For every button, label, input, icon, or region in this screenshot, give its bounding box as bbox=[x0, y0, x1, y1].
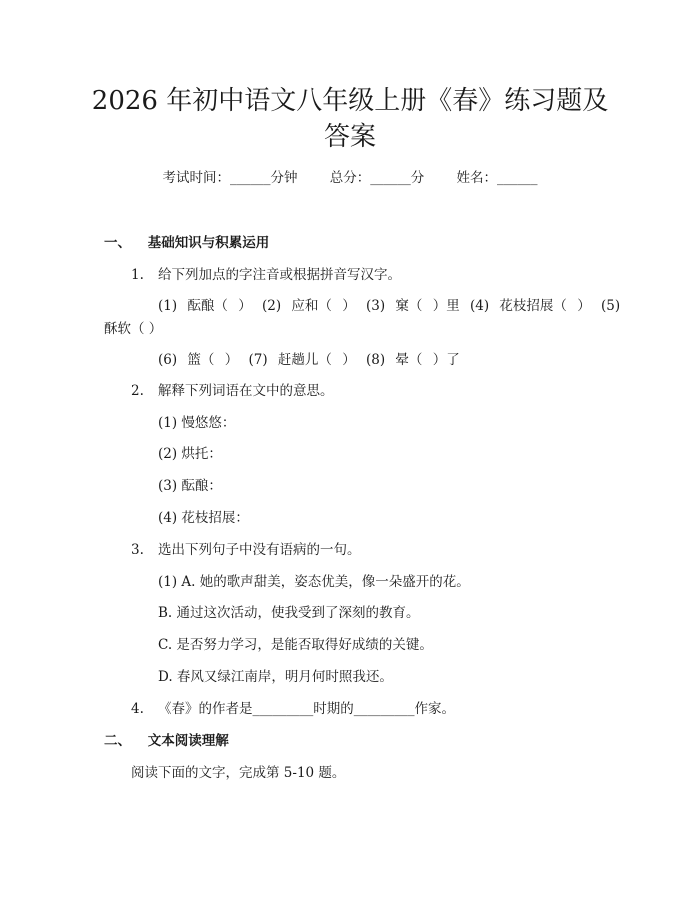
question-2-item: (1) 慢悠悠： bbox=[158, 415, 236, 431]
section-1-heading bbox=[104, 231, 269, 251]
question-2-item: (3) 酝酿： bbox=[158, 478, 222, 494]
question-3-option: C. 是否努力学习，是能否取得好成绩的关键。 bbox=[158, 637, 433, 653]
question-1-line-a: (1) 酝酿（ ） (2) 应和（ ） (3) 窠（ ）里 (4) 花枝招展（ ） (5) bbox=[158, 298, 621, 314]
question-2-number: 2. bbox=[131, 383, 144, 399]
section-2-number: 二、 bbox=[104, 733, 131, 749]
question-1-line-b: 酥软（ ） bbox=[104, 321, 163, 337]
question-1-line-c: (6) 篮（ ） (7) 赶趟儿（ ） (8) 晕（ ）了 bbox=[158, 352, 460, 368]
document-title-line-2: 答案 bbox=[323, 122, 376, 152]
question-4-text: 《春》的作者是_________时期的_________作家。 bbox=[158, 701, 455, 717]
question-2-text: 解释下列词语在文中的意思。 bbox=[158, 383, 334, 399]
exam-info bbox=[0, 166, 700, 186]
question-2-item: (2) 烘托： bbox=[158, 446, 222, 462]
question-3-number: 3. bbox=[131, 542, 144, 558]
question-3 bbox=[131, 538, 361, 558]
question-2-item: (4) 花枝招展： bbox=[158, 510, 249, 526]
question-4 bbox=[131, 697, 455, 717]
question-3-option: D. 春风又绿江南岸，明月何时照我还。 bbox=[158, 669, 393, 685]
section-2-heading bbox=[104, 729, 229, 749]
section-2-title: 文本阅读理解 bbox=[147, 733, 229, 749]
total-score-field: 总分：______分 bbox=[329, 170, 425, 186]
question-1-number: 1. bbox=[131, 267, 144, 283]
question-3-option: (1) A. 她的歌声甜美，姿态优美，像一朵盛开的花。 bbox=[158, 574, 470, 590]
section-1-title: 基础知识与积累运用 bbox=[147, 235, 270, 251]
question-3-text: 选出下列句子中没有语病的一句。 bbox=[158, 542, 361, 558]
student-name-field: 姓名：______ bbox=[456, 170, 538, 186]
question-1 bbox=[131, 263, 401, 283]
question-2 bbox=[131, 379, 334, 399]
section-1-number: 一、 bbox=[104, 235, 131, 251]
section-2-intro: 阅读下面的文字，完成第 5-10 题。 bbox=[131, 765, 346, 781]
question-3-option: B. 通过这次活动，使我受到了深刻的教育。 bbox=[158, 605, 420, 621]
question-4-number: 4. bbox=[131, 701, 144, 717]
document-title-line-1: 2026 年初中语文八年级上册《春》练习题及 bbox=[91, 86, 609, 116]
question-1-text: 给下列加点的字注音或根据拼音写汉字。 bbox=[158, 267, 401, 283]
exam-time-field: 考试时间：______分钟 bbox=[162, 170, 298, 186]
